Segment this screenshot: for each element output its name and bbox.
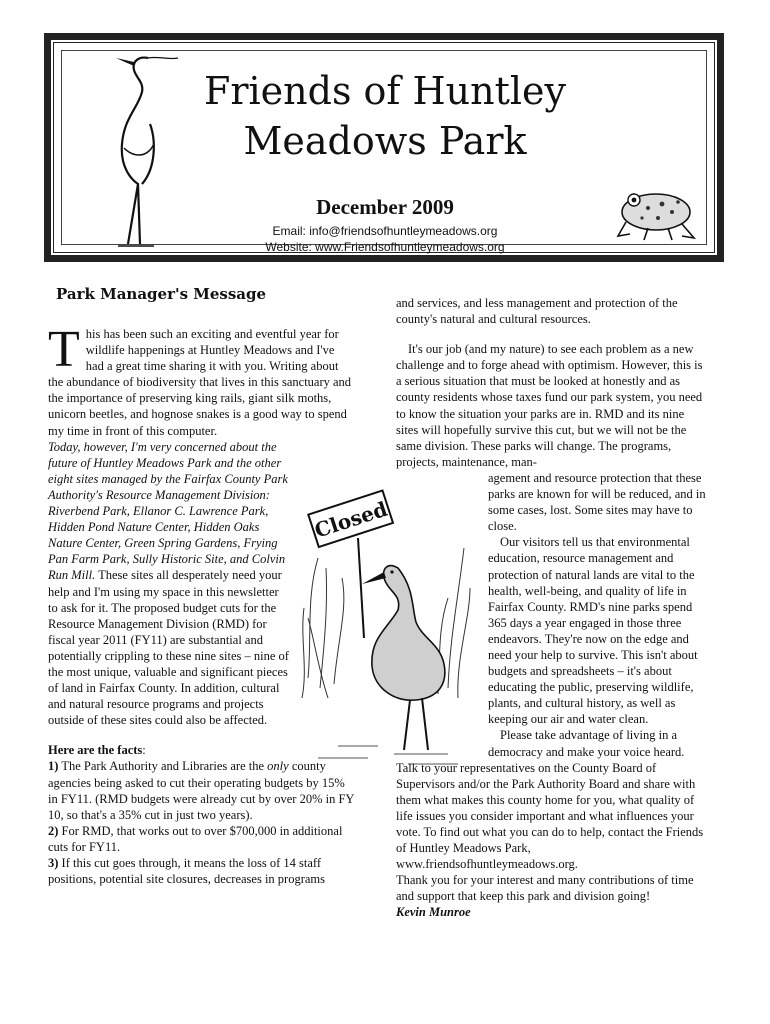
drop-cap: T [48, 321, 80, 378]
right-paragraph-4: Please take advantage of living in a democracy and make your voice heard. [488, 728, 685, 759]
issue-date: December 2009 [316, 195, 454, 219]
right-paragraph-2: It's our job (and my nature) to see each problem as a new challenge and to forge ahead with optimism. However, this is a serious situation that must be looked at honestly and as county residents whose taxes fund our park system, you need to know the situation your parks are in. RMD and its nine sites will hopefully survive this cut, but we will not be the same division. These parks will change. The programs, projects, maintenance, man- [396, 342, 703, 469]
contact-website: Website: www.Friendsofhuntleymeadows.org [265, 240, 505, 254]
facts-heading: Here are the facts: [48, 743, 146, 758]
thank-you-paragraph: Thank you for your interest and many contributions of time and support that keep this park and division going! [396, 873, 694, 904]
signature: Kevin Munroe [396, 905, 471, 920]
intro-paragraph: This has been such an exciting and eventful year for wildlife happenings at Huntley Meadows and I've had a great time sharing it with you. Writing about the abundance of biodiversity that lives in this sanctuary and the importance of preserving king rails, giant silk moths, unicorn beetles, and hognose snakes is a good way to spend my time in front of this computer. Today, however, I'm very concerned about the future of Huntley Meadows Park and the other eight sites managed by the Fairfax County Park Authority's Resource Management Division: Riverbend Park, Ellanor C. Lawrence Park, Hidden Pond Nature Center, Hidden Oaks Nature Center, Green Spring Gardens, Frying Pan Farm Park, Sully Historic Site, and Colvin Run Mill. These sites all desperately need your help and I'm using my space in this newsletter to ask for it. The proposed budget cuts for the Resource Management Division (RMD) for fiscal year 2011 (FY11) are substantial and potentially crippling to these nine sites – nine of the most unique, valuable and significant pieces of land in Fairfax County. In addition, cultural and natural resource programs and projects outside of these sites could also be affected. [48, 321, 352, 728]
section-title: Park Manager's Message [56, 285, 267, 303]
right-paragraph-2-cont: agement and resource protection that these parks are known for will be reduced, and in some cases, lost. Some sites may have to close. [488, 470, 706, 534]
fact-1: 1) The Park Authority and Libraries are the only county agencies being asked to cut their operating budgets by 15% in FY11. (RMD budgets were already cut by over 20% in FY 10, so that's a 35% cut in just two years). [48, 759, 354, 822]
right-paragraph-4-cont: Talk to your representatives on the County Board of Supervisors and/or the Park Authority Board and share with them what makes this county home for you, what quality of life issues you consider important and what influences your vote. To find out what you can do to help, contact the Friends of Huntley Meadows Park, www.friendsofhuntleymeadows.org. [396, 760, 704, 872]
fact-2: 2) For RMD, that works out to over $700,000 in additional cuts for FY11. [48, 823, 343, 854]
contact-email: Email: info@friendsofhuntleymeadows.org [272, 224, 498, 238]
right-paragraph-3: Our visitors tell us that environmental education, resource management and protection of natural lands are vital to the health, well-being, and quality of life in Fairfax County. RMD's nine parks spend 365 days a year engaged in those three endeavors. They're now on the edge and need your help to survive. This isn't about budgets and spreadsheets – it's about educating the public, preserving wildlife, plants, and cultural history, as well as keeping our air and water clean. [488, 535, 698, 727]
wrapped-text-block [488, 470, 708, 760]
fact-3: 3) If this cut goes through, it means the loss of 14 staff positions, potential site closures, decreases in programs [48, 856, 326, 887]
concern-italic-text: Today, however, I'm very concerned about the future of Huntley Meadows Park and the other eight sites managed by the Fairfax County Park Authority's Resource Management Division: Riverbend Park, Ellanor C. Lawrence Park, Hidden Pond Nature Center, Hidden Oaks Nature Center, Green Spring Gardens, Frying Pan Farm Park, Sully Historic Site, and Colvin Run Mill. [48, 439, 288, 583]
newsletter-title-line2: Meadows Park [243, 119, 527, 163]
right-column [396, 295, 708, 921]
closed-sign-text: Closed [311, 496, 391, 543]
right-paragraph-1: and services, and less management and protection of the county's natural and cultural resources. [396, 296, 678, 327]
newsletter-title-line1: Friends of Huntley [203, 69, 567, 113]
